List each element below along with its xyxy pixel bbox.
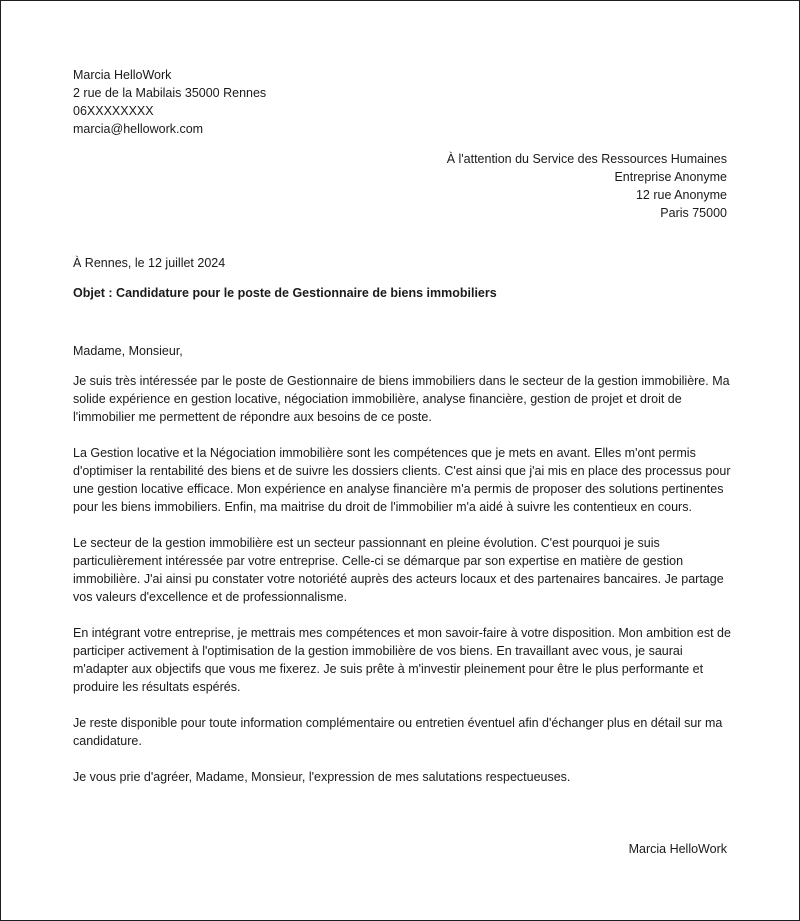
sender-address: 2 rue de la Mabilais 35000 Rennes xyxy=(73,86,267,100)
letter-greeting: Madame, Monsieur, xyxy=(73,344,183,358)
body-paragraph: En intégrant votre entreprise, je mettrais mes compétences et mon savoir-faire à votre disposition. Mon ambition est de participer activement à l'optimisation de la gestion immobilière de vos biens. En travaillant avec vous, je saurai m'adapter aux objectifs que vous me fixerez. Je suis prête à m'investir pleinement pour être le plus performante et produire les résultats espérés. xyxy=(73,626,731,694)
recipient-block xyxy=(447,150,727,222)
letter-date: À Rennes, le 12 juillet 2024 xyxy=(73,256,226,270)
body-paragraph: La Gestion locative et la Négociation immobilière sont les compétences que je mets en avant. Elles m'ont permis d'optimiser la rentabilité des biens et de suivre les dossiers clients. C'est ainsi que j'ai mis en place des processus pour une gestion locative efficace. Mon expérience en analyse financière m'a permis de proposer des solutions pertinentes pour les biens immobiliers. Enfin, ma maitrise du droit de l'immobilier m'a aidé à suivre les contentieux en cours. xyxy=(73,446,731,514)
body-paragraph: Je suis très intéressée par le poste de Gestionnaire de biens immobiliers dans le secteur de la gestion immobilière. Ma solide expérience en gestion locative, négociation immobilière, analyse financière, gestion de projet et droit de l'immobilier me permettent de répondre aux besoins de ce poste. xyxy=(73,374,730,424)
sender-phone: 06XXXXXXXX xyxy=(73,104,154,118)
sender-name: Marcia HelloWork xyxy=(73,68,172,82)
recipient-street: 12 rue Anonyme xyxy=(635,188,727,202)
body-paragraph: Le secteur de la gestion immobilière est un secteur passionnant en pleine évolution. C'est pourquoi je suis particulièrement intéressée par votre entreprise. Celle-ci se démarque par son expertise en matière de gestion immobilière. J'ai ainsi pu constater votre notoriété auprès des acteurs locaux et des partenaires bancaires. Je partage vos valeurs d'excellence et de professionnalisme. xyxy=(73,536,724,604)
letter-closing: Je vous prie d'agréer, Madame, Monsieur, l'expression de mes salutations respectueuses. xyxy=(73,770,571,784)
letter-signature: Marcia HelloWork xyxy=(628,842,727,856)
recipient-city: Paris 75000 xyxy=(660,206,727,220)
recipient-attention: À l'attention du Service des Ressources Humaines xyxy=(446,152,727,166)
recipient-company: Entreprise Anonyme xyxy=(614,170,727,184)
sender-block xyxy=(73,66,266,138)
letter-subject: Objet : Candidature pour le poste de Gestionnaire de biens immobiliers xyxy=(73,286,497,300)
sender-email: marcia@hellowork.com xyxy=(73,122,204,136)
body-paragraph: Je reste disponible pour toute information complémentaire ou entretien éventuel afin d'échanger plus en détail sur ma candidature. xyxy=(73,716,723,748)
letter-body xyxy=(73,372,733,804)
